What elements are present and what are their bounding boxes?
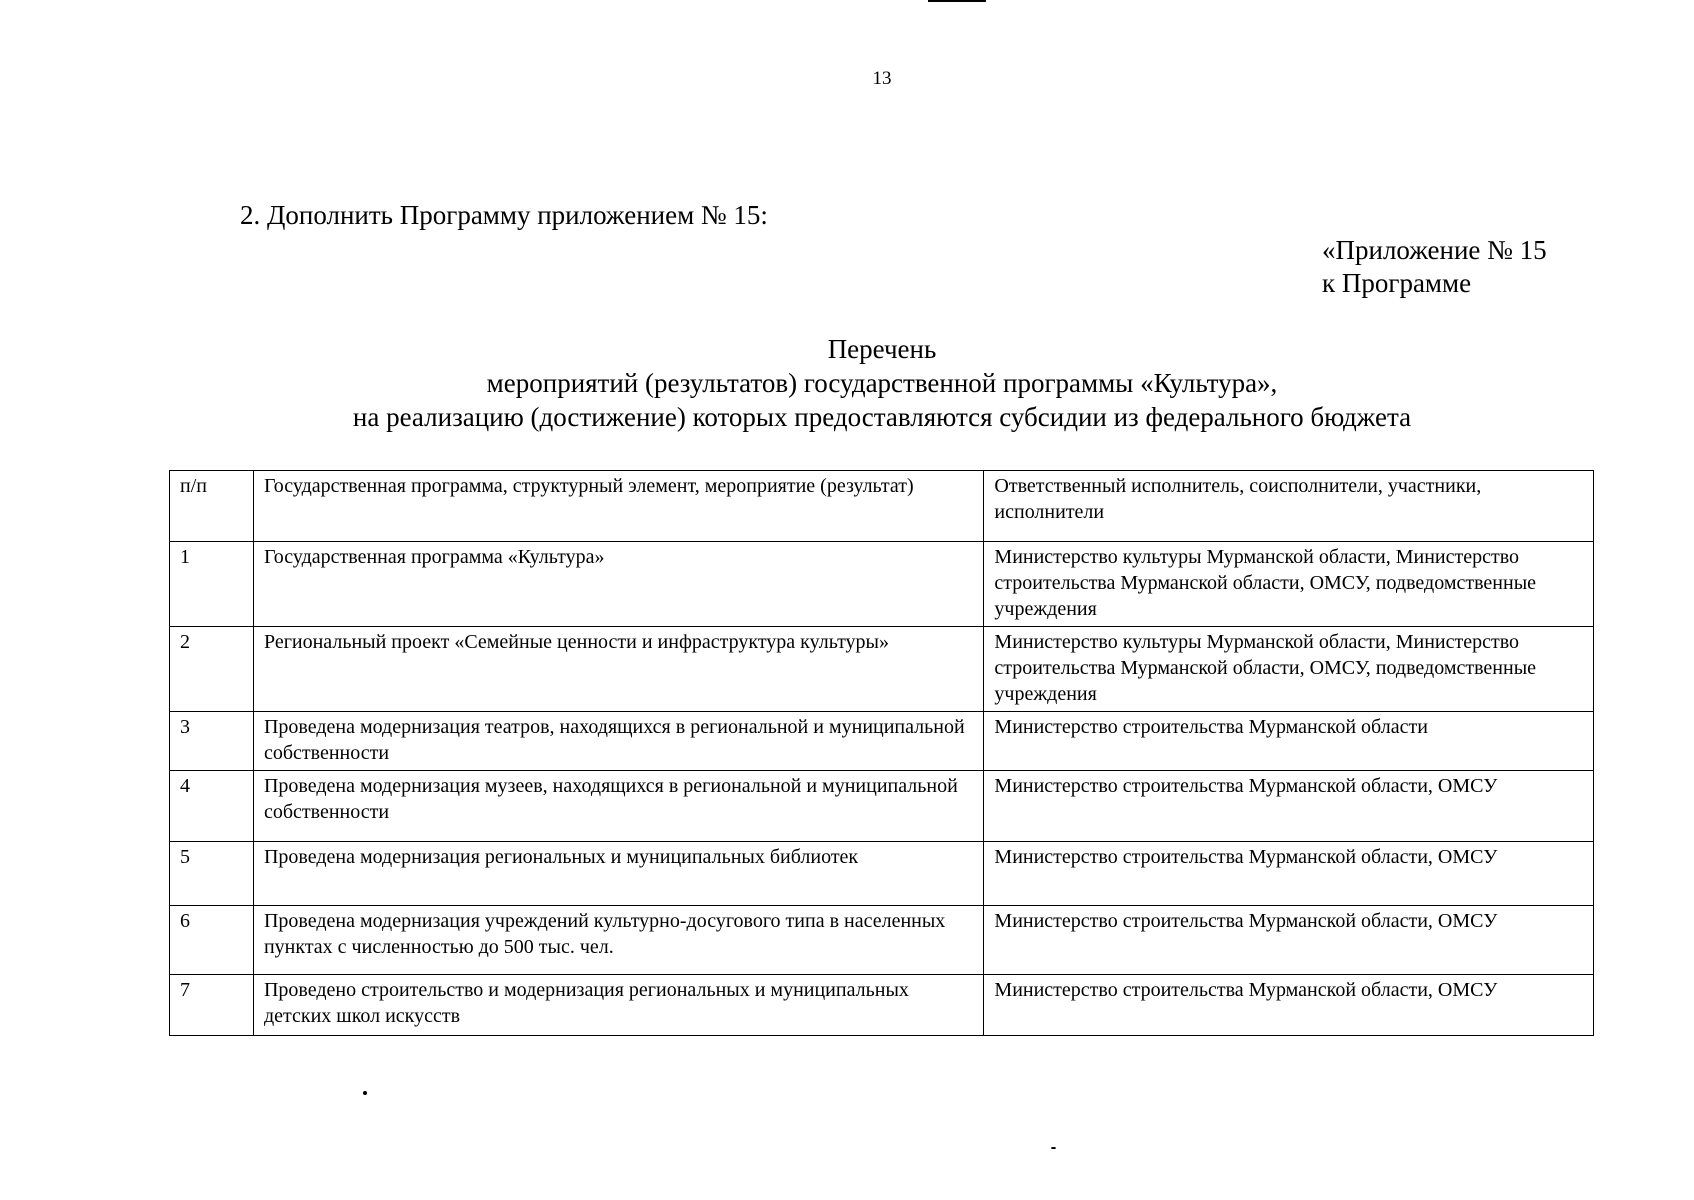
header-item: Государственная программа, структурный элемент, мероприятие (результат)	[253, 471, 983, 542]
row-num: 7	[170, 975, 254, 1036]
top-rule	[928, 0, 986, 2]
header-responsible: Ответственный исполнитель, соисполнители, участники, исполнители	[984, 471, 1594, 542]
row-num: 4	[170, 771, 254, 842]
row-item: Государственная программа «Культура»	[253, 542, 983, 627]
row-num: 1	[170, 542, 254, 627]
row-num: 6	[170, 906, 254, 975]
page-number: 13	[872, 68, 892, 89]
row-responsible: Министерство культуры Мурманской области, Министерство строительства Мурманской области, ОМСУ, подведомственные учреждения	[984, 542, 1594, 627]
row-responsible: Министерство культуры Мурманской области, Министерство строительства Мурманской области, ОМСУ, подведомственные учреждения	[984, 627, 1594, 712]
scan-speck	[363, 1091, 367, 1095]
table-header-row	[170, 471, 1594, 542]
row-responsible: Министерство строительства Мурманской области, ОМСУ	[984, 906, 1594, 975]
row-responsible: Министерство строительства Мурманской области, ОМСУ	[984, 842, 1594, 906]
appendix-line-2: к Программе	[1322, 268, 1472, 298]
row-item: Проведена модернизация музеев, находящихся в региональной и муниципальной собственности	[253, 771, 983, 842]
row-num: 5	[170, 842, 254, 906]
table-row	[170, 771, 1594, 842]
table-row	[170, 842, 1594, 906]
measures-table	[169, 470, 1594, 1036]
heading-line-3: на реализацию (достижение) которых предоставляются субсидии из федерального бюджета	[352, 402, 1412, 432]
row-item: Проведено строительство и модернизация региональных и муниципальных детских школ искусств	[253, 975, 983, 1036]
row-item: Проведена модернизация учреждений культурно-досугового типа в населенных пунктах с численностью до 500 тыс. чел.	[253, 906, 983, 975]
heading-line-1: Перечень	[827, 334, 937, 364]
row-responsible: Министерство строительства Мурманской области, ОМСУ	[984, 975, 1594, 1036]
row-item: Проведена модернизация театров, находящихся в региональной и муниципальной собственности	[253, 712, 983, 771]
scan-speck	[1051, 1147, 1056, 1149]
appendix-line-1: «Приложение № 15	[1322, 235, 1547, 265]
row-item: Проведена модернизация региональных и муниципальных библиотек	[253, 842, 983, 906]
table-row	[170, 906, 1594, 975]
table-row	[170, 712, 1594, 771]
table-row	[170, 975, 1594, 1036]
row-item: Региональный проект «Семейные ценности и инфраструктура культуры»	[253, 627, 983, 712]
header-num: п/п	[170, 471, 254, 542]
appendix-reference	[1322, 234, 1547, 300]
document-heading	[0, 332, 1694, 434]
row-num: 2	[170, 627, 254, 712]
row-responsible: Министерство строительства Мурманской области, ОМСУ	[984, 771, 1594, 842]
row-responsible: Министерство строительства Мурманской области	[984, 712, 1594, 771]
table-row	[170, 627, 1594, 712]
table-row	[170, 542, 1594, 627]
row-num: 3	[170, 712, 254, 771]
heading-line-2: мероприятий (результатов) государственной программы «Культура»,	[486, 368, 1278, 398]
intro-paragraph: 2. Дополнить Программу приложением № 15:	[240, 200, 768, 230]
